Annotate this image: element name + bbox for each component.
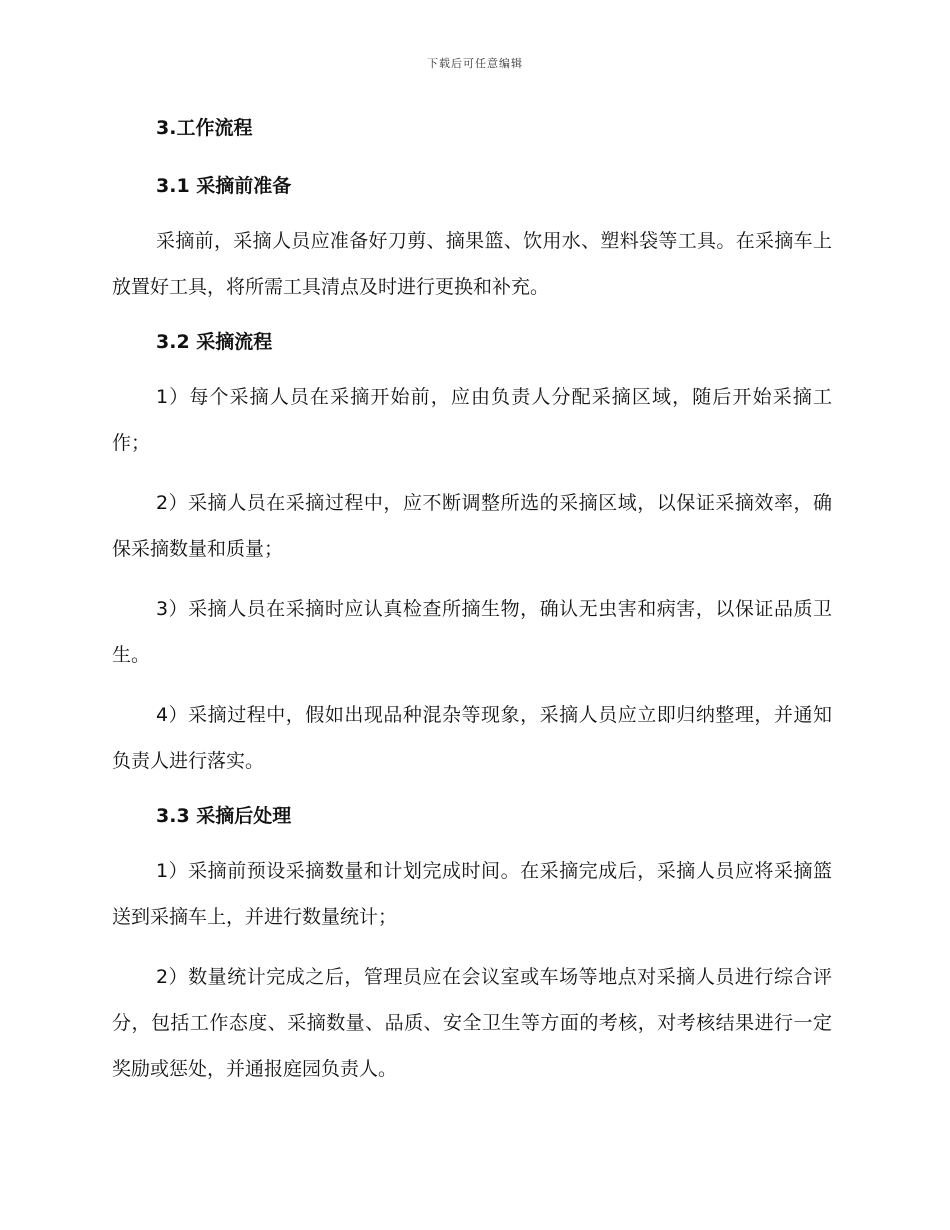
list-item-3-2-4: 4）采摘过程中，假如出现品种混杂等现象，采摘人员应立即归纳整理，并通知负责人进行落实。 (112, 704, 832, 772)
list-item-3-3-1: 1）采摘前预设采摘数量和计划完成时间。在采摘完成后，采摘人员应将采摘篮送到采摘车上，并进行数量统计； (112, 860, 832, 928)
subsection-title-3-2: 3.2 采摘流程 (156, 331, 273, 353)
paragraph-3-1: 采摘前，采摘人员应准备好刀剪、摘果篮、饮用水、塑料袋等工具。在采摘车上放置好工具，将所需工具清点及时进行更换和补充。 (112, 230, 832, 298)
list-item-3-2-2: 2）采摘人员在采摘过程中，应不断调整所选的采摘区域，以保证采摘效率，确保采摘数量和质量； (112, 492, 832, 560)
header-note: 下载后可任意编辑 (427, 57, 523, 70)
subsection-title-3-1: 3.1 采摘前准备 (156, 175, 292, 197)
list-item-3-3-2: 2）数量统计完成之后，管理员应在会议室或车场等地点对采摘人员进行综合评分，包括工作态度、采摘数量、品质、安全卫生等方面的考核，对考核结果进行一定奖励或惩处，并通报庭园负责人。 (112, 966, 832, 1080)
section-title: 3.工作流程 (156, 117, 253, 139)
list-item-3-2-3: 3）采摘人员在采摘时应认真检查所摘生物，确认无虫害和病害，以保证品质卫生。 (112, 598, 832, 666)
document-body (112, 110, 832, 1092)
subsection-title-3-3: 3.3 采摘后处理 (156, 805, 292, 827)
list-item-3-2-1: 1）每个采摘人员在采摘开始前，应由负责人分配采摘区域，随后开始采摘工作； (112, 386, 832, 454)
